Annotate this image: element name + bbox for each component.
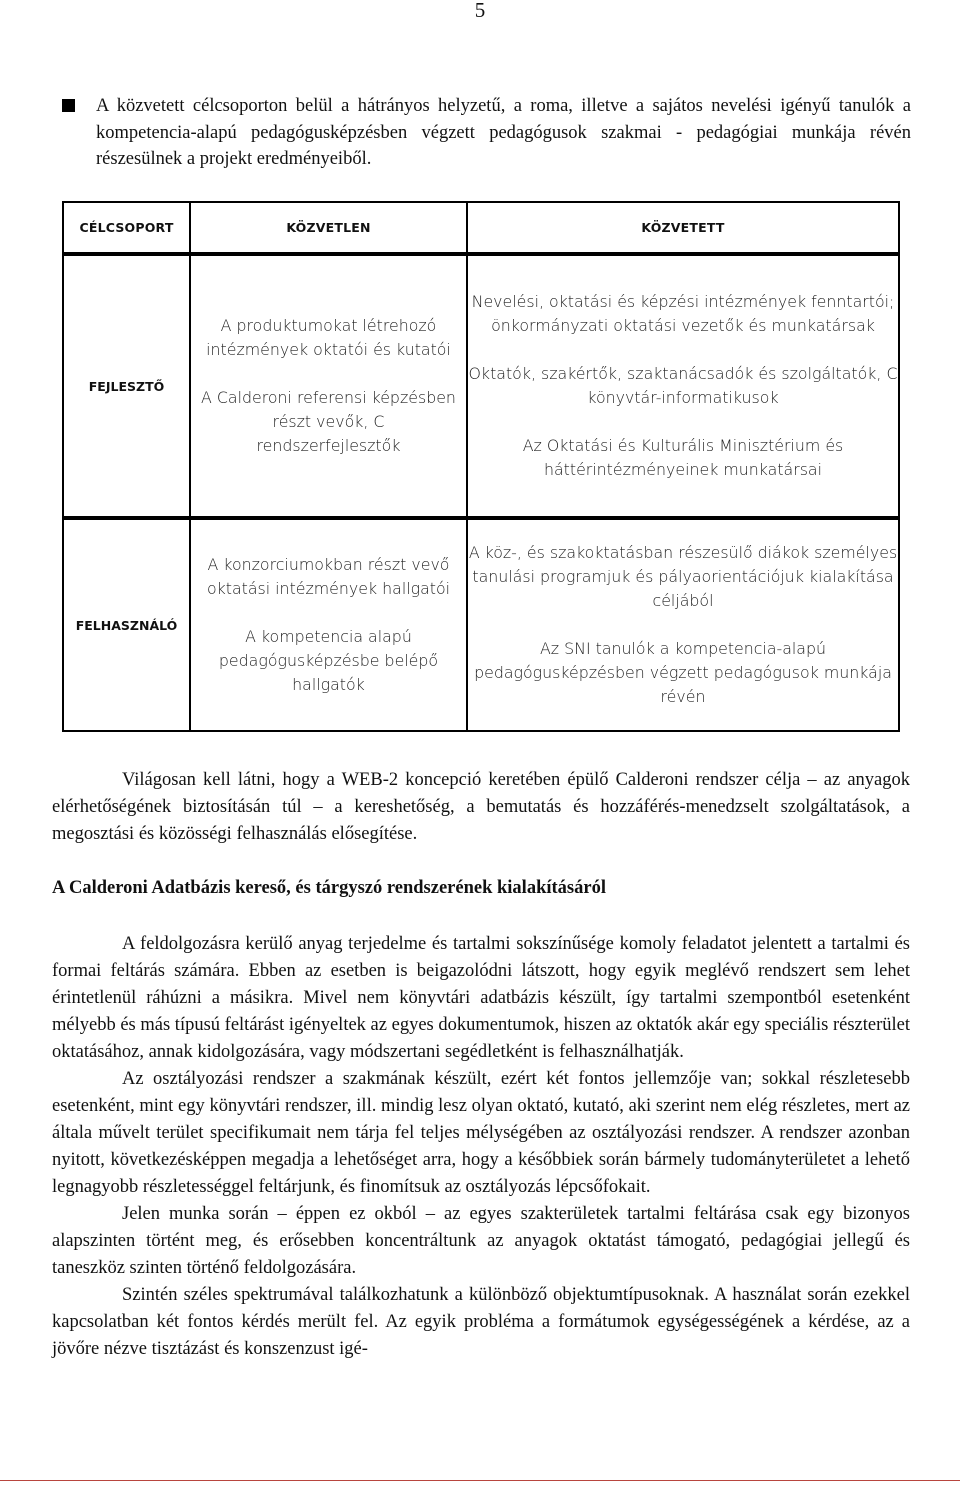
- body-paragraph: A feldolgozásra kerülő anyag terjedelme és tartalmi sokszínűsége komoly feladatot jelentett a tartalmi és formai feltárás számára. Ebben az esetben is beigazolódni látszott, hogy egyik meglévő rendszert sem lehet érintetlenül ráhúzni a másikra. Mivel nem könyvtári adatbázis készült, így tartalmi szempontból esetenként mélyebb és más típusú feltárást igényeltek az egyes dokumentumok, hiszen az oktatók akár egy speciális részterület oktatásához, annak kidolgozására, vagy módszertani segédletként is felhasználhatják.: [52, 934, 910, 1062]
- cell-text: A köz-, és szakoktatásban részesülő diákok személyes tanulási programjuk és pályaorientációjuk kialakítása céljából: [468, 543, 898, 610]
- body-paragraph: Szintén széles spektrumával találkozhatunk a különböző objektumtípusoknak. A használat során ezekkel kapcsolatban két fontos kérdés merült fel. Az egyik probléma a formátumok egységességének a kérdése, az a jövőre nézve tisztázást és konszenzust igé-: [52, 1285, 910, 1359]
- page-number: 5: [474, 0, 486, 22]
- cell-text: Az SNI tanulók a kompetencia-alapú pedagógusképzésben végzett pedagógusok munkája révén: [474, 639, 892, 706]
- cell-text: Az Oktatási és Kulturális Minisztérium és háttérintézményeinek munkatársai: [522, 436, 844, 479]
- cell-text: A produktumokat létrehozó intézmények oktatói és kutatói: [206, 316, 451, 359]
- cell-text: Nevelési, oktatási és képzési intézmények fenntartói; önkormányzati oktatási vezetők és munkatársak: [471, 292, 895, 335]
- intro-paragraph: Világosan kell látni, hogy a WEB-2 koncepció keretében épülő Calderoni rendszer célja – az anyagok elérhetőségének biztosításán túl – a kereshetőség, a bemutatás és hozzáférés-menedzselt szolgáltatások, a megosztási és közösségi felhasználás elősegítése.: [52, 770, 910, 844]
- user-direct-cell: [190, 519, 467, 731]
- section-heading: A Calderoni Adatbázis kereső, és tárgyszó rendszerének kialakításáról: [52, 878, 606, 898]
- footer-rule: [0, 1480, 960, 1481]
- header-target-group: CÉLCSOPORT: [63, 202, 190, 253]
- body-paragraph: Jelen munka során – éppen ez okból – az egyes szakterületek tartalmi feltárása csak egy bizonyos alapszinten történt meg, és erősebben koncentráltunk az anyagok oktatást támogató, pedagógiai jellegű és taneszköz szinten történő feldolgozására.: [52, 1204, 910, 1278]
- bullet-text: A közvetett célcsoporton belül a hátrányos helyzetű, a roma, illetve a sajátos nevelési igényű tanulók a kompetencia-alapú pedagógusképzésben végzett pedagógusok szakmai - pedagógiai munkája révén részesülnek a projekt eredményeiből.: [96, 96, 911, 169]
- developer-direct-cell: [190, 255, 467, 517]
- cell-text: A kompetencia alapú pedagógusképzésbe belépő hallgatók: [218, 627, 439, 694]
- header-direct: KÖZVETLEN: [190, 202, 467, 253]
- table-header-row: [63, 202, 899, 253]
- cell-text: Oktatók, szakértők, szaktanácsadók és szolgáltatók, C könyvtár-informatikusok: [468, 364, 898, 407]
- target-groups-table: [62, 201, 900, 732]
- body-paragraphs: [52, 931, 910, 1363]
- square-bullet-icon: [62, 99, 75, 112]
- header-indirect: KÖZVETETT: [467, 202, 899, 253]
- developer-indirect-cell: [467, 255, 899, 517]
- bullet-paragraph: [96, 93, 911, 173]
- row-label-user: FELHASZNÁLÓ: [63, 519, 190, 731]
- user-indirect-cell: [467, 519, 899, 731]
- table-row: [63, 255, 899, 517]
- intro-paragraph-block: [52, 767, 910, 848]
- body-paragraph: Az osztályozási rendszer a szakmának készült, ezért két fontos jellemzője van; sokkal részletesebb esetenként, mint egy könyvtári rendszer, ill. mindig lesz olyan oktató, kutató, aki szerint nem elég részletes, mert az általa művelt terület specifikumait nem tárja fel teljes mélységében az osztályozási rendszer. A rendszer azonban nyitott, következésképpen megadja a lehetőséget arra, hogy a későbbiek során bármely tudományterületet a lehető legnagyobb részletességgel feltárjunk, és finomítsuk az osztályozás lépcsőfokait.: [52, 1069, 910, 1197]
- table-row: [63, 519, 899, 731]
- cell-text: A konzorciumokban részt vevő oktatási intézmények hallgatói: [206, 555, 451, 598]
- cell-text: A Calderoni referensi képzésben részt vevők, C rendszerfejlesztők: [201, 388, 456, 455]
- row-label-developer: FEJLESZTŐ: [63, 255, 190, 517]
